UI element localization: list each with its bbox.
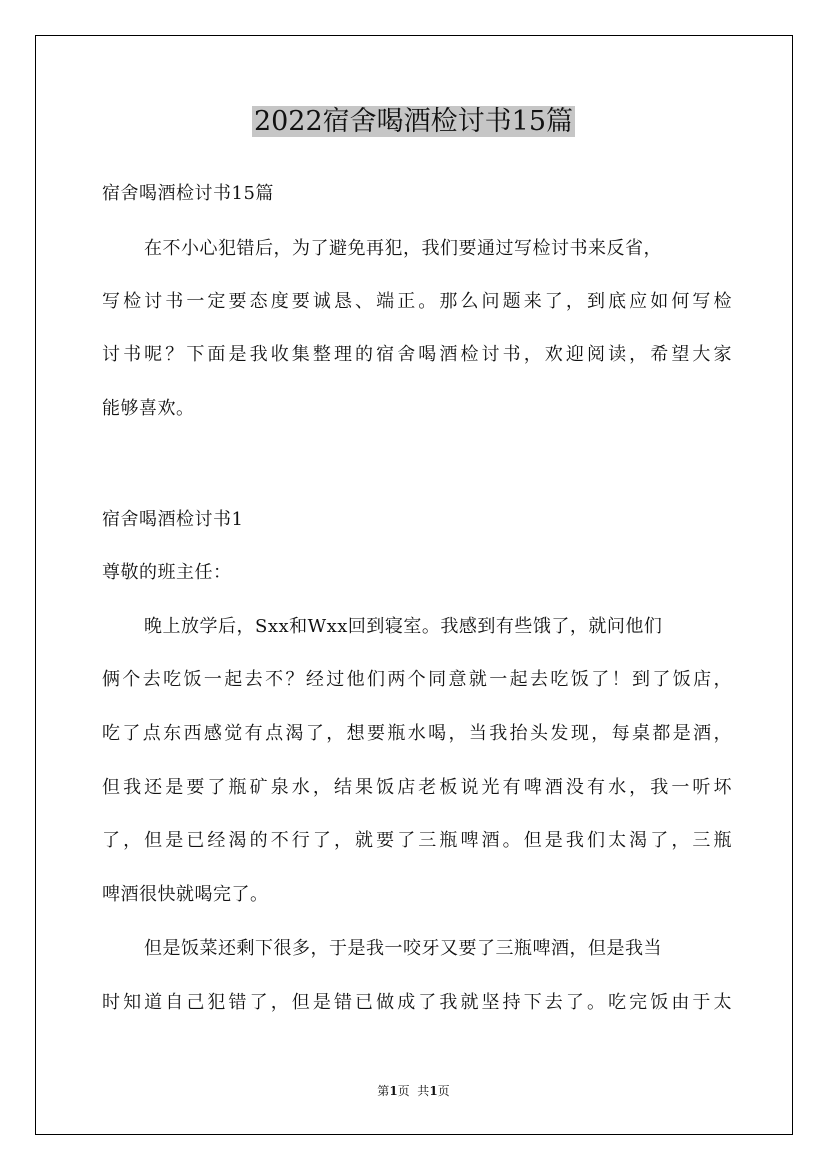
section-heading: 宿舍喝酒检讨书1 <box>102 509 244 530</box>
intro-line: 在不小心犯错后，为了避免再犯，我们要通过写检讨书来反省， <box>144 238 662 259</box>
paragraph-line: 但是饭菜还剩下很多，于是我一咬牙又要了三瓶啤酒，但是我当 <box>144 938 662 959</box>
page-footer <box>0 1082 827 1100</box>
paragraph-line: 晚上放学后，Sxx和Wxx回到寝室。我感到有些饿了，就问他们 <box>144 616 663 637</box>
intro-line: 讨书呢？下面是我收集整理的宿舍喝酒检讨书，欢迎阅读，希望大家 <box>102 344 732 365</box>
intro-line: 写检讨书一定要态度要诚恳、端正。那么问题来了，到底应如何写检 <box>102 291 732 312</box>
footer-page-mid: 页 共 <box>397 1084 430 1098</box>
paragraph-line: 了，但是已经渴的不行了，就要了三瓶啤酒。但是我们太渴了，三瓶 <box>102 830 732 851</box>
document-subtitle: 宿舍喝酒检讨书15篇 <box>102 183 274 204</box>
footer-total-pages: 1 <box>429 1084 438 1098</box>
document-title-text: 2022宿舍喝酒检讨书15篇 <box>253 106 574 137</box>
intro-line: 能够喜欢。 <box>102 398 195 419</box>
paragraph-line: 俩个去吃饭一起去不？经过他们两个同意就一起去吃饭了！到了饭店， <box>102 669 732 690</box>
footer-page-prefix: 第 <box>377 1084 390 1098</box>
footer-page-number: 1 <box>389 1084 398 1098</box>
paragraph-line: 但我还是要了瓶矿泉水，结果饭店老板说光有啤酒没有水，我一听坏 <box>102 777 732 798</box>
salutation: 尊敬的班主任： <box>102 562 232 583</box>
paragraph-line: 时知道自己犯错了，但是错已做成了我就坚持下去了。吃完饭由于太 <box>102 992 732 1013</box>
document-title <box>0 100 827 144</box>
paragraph-line: 吃了点东西感觉有点渴了，想要瓶水喝，当我抬头发现，每桌都是酒， <box>102 723 732 744</box>
footer-page-suffix: 页 <box>437 1084 450 1098</box>
paragraph-line: 啤酒很快就喝完了。 <box>102 884 269 905</box>
